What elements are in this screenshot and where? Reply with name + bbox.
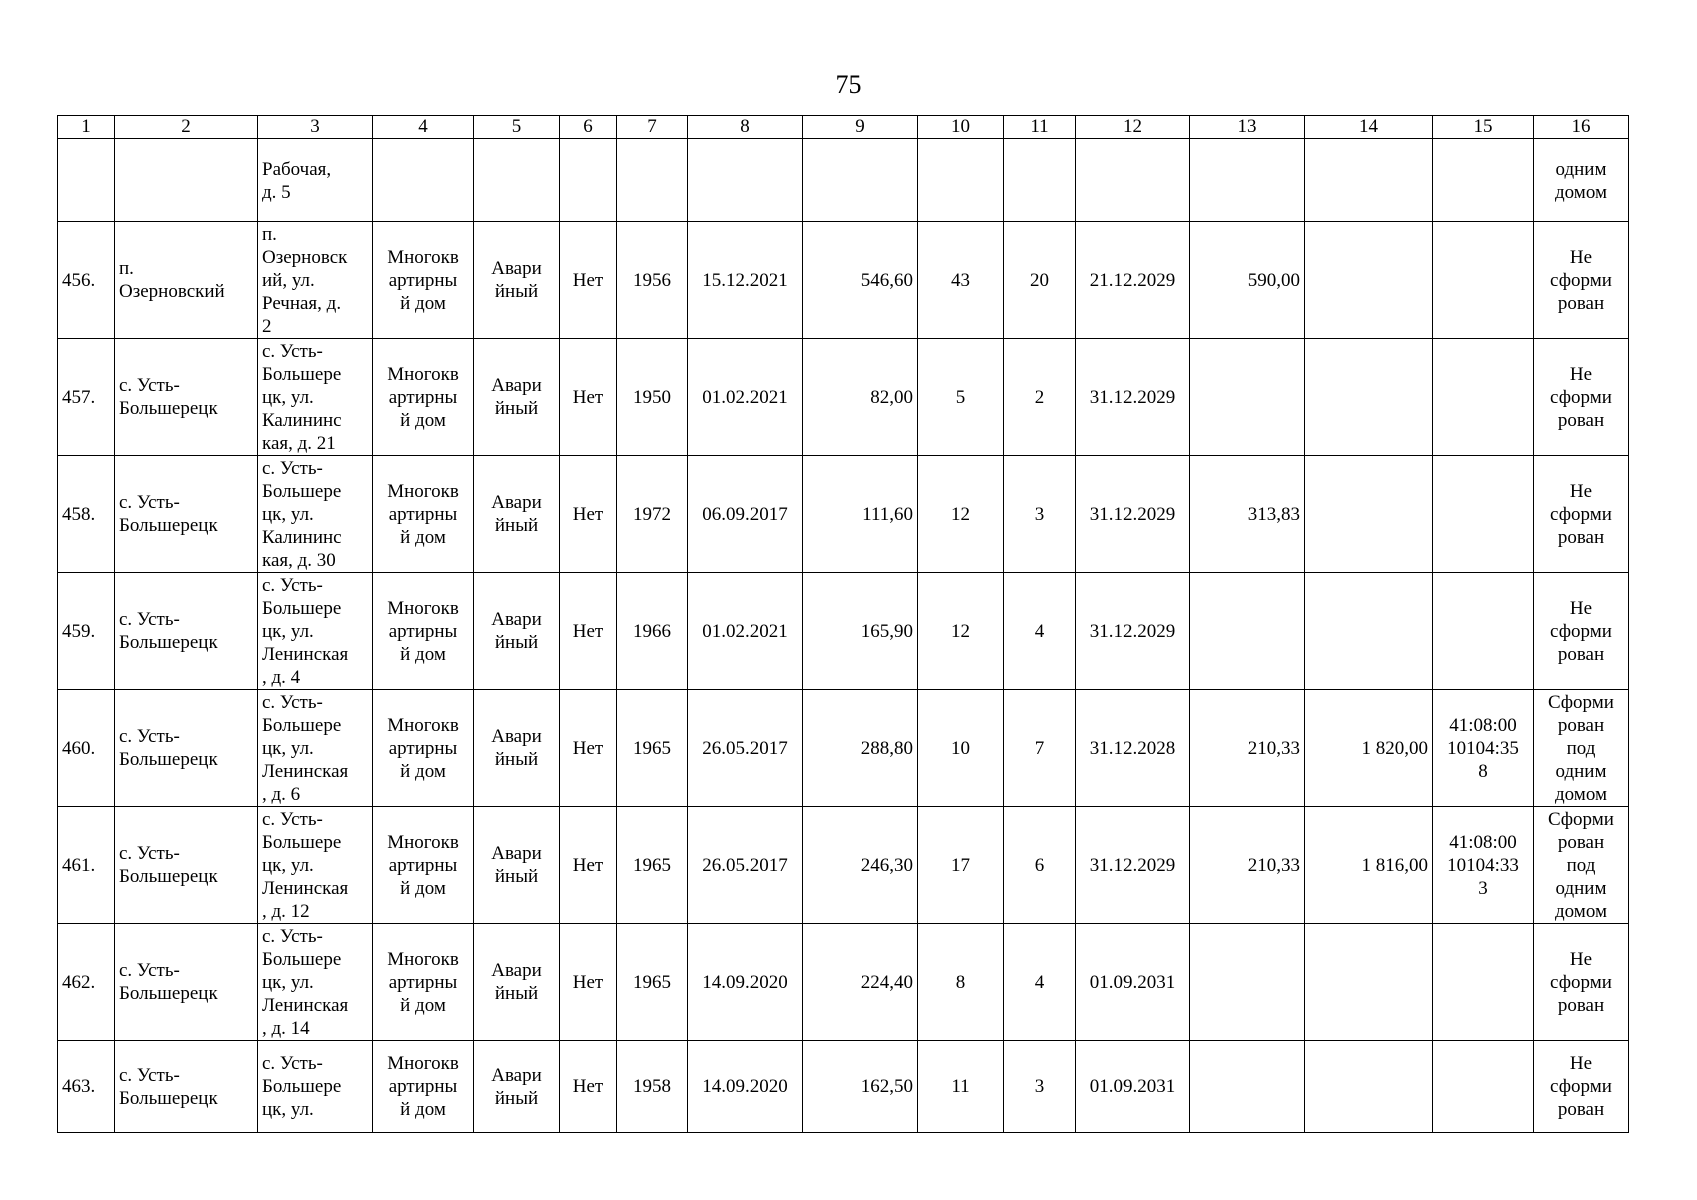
cell-land-area: 210,33 <box>1190 807 1305 924</box>
cell-land-area-2 <box>1305 924 1433 1041</box>
cell-residents: 43 <box>918 222 1004 339</box>
cell-date-recognized: 01.02.2021 <box>688 573 803 690</box>
column-number-header: 7 <box>617 116 688 139</box>
cell-date-planned: 31.12.2028 <box>1076 690 1190 807</box>
column-number-header: 13 <box>1190 116 1305 139</box>
cell-year: 1972 <box>617 456 688 573</box>
cell-date-recognized: 14.09.2020 <box>688 1041 803 1133</box>
column-number-header: 6 <box>560 116 617 139</box>
cell-address: с. Усть- Большере цк, ул. Калининс кая, д. 30 <box>258 456 373 573</box>
cell-status: Не сформи рован <box>1534 573 1629 690</box>
cell-date-recognized: 01.02.2021 <box>688 339 803 456</box>
cell-status: Не сформи рован <box>1534 924 1629 1041</box>
column-number-header: 2 <box>115 116 258 139</box>
cell-settlement: с. Усть- Большерецк <box>115 456 258 573</box>
cell-area: 246,30 <box>803 807 918 924</box>
page-number: 75 <box>835 70 862 99</box>
cell-num <box>58 139 115 222</box>
cell-address: с. Усть- Большере цк, ул. Ленинская , д. 14 <box>258 924 373 1041</box>
cell-flag: Нет <box>560 573 617 690</box>
table-row <box>58 339 1629 456</box>
cell-address: с. Усть- Большере цк, ул. Ленинская , д. 12 <box>258 807 373 924</box>
cell-area: 162,50 <box>803 1041 918 1133</box>
cell-date-planned <box>1076 139 1190 222</box>
cell-year: 1966 <box>617 573 688 690</box>
cell-num: 457. <box>58 339 115 456</box>
cell-type: Многокв артирны й дом <box>373 924 474 1041</box>
cell-year: 1956 <box>617 222 688 339</box>
cell-year: 1958 <box>617 1041 688 1133</box>
cell-premises: 3 <box>1004 1041 1076 1133</box>
cell-condition: Авари йный <box>474 222 560 339</box>
cell-cadastral <box>1433 139 1534 222</box>
table-row <box>58 222 1629 339</box>
cell-residents: 12 <box>918 456 1004 573</box>
cell-status: Не сформи рован <box>1534 339 1629 456</box>
cell-cadastral <box>1433 924 1534 1041</box>
cell-date-recognized: 26.05.2017 <box>688 807 803 924</box>
cell-land-area-2 <box>1305 339 1433 456</box>
cell-condition: Авари йный <box>474 1041 560 1133</box>
table-row <box>58 924 1629 1041</box>
cell-land-area <box>1190 139 1305 222</box>
cell-land-area: 590,00 <box>1190 222 1305 339</box>
cell-settlement: с. Усть- Большерецк <box>115 573 258 690</box>
cell-date-planned: 31.12.2029 <box>1076 456 1190 573</box>
cell-status: Не сформи рован <box>1534 456 1629 573</box>
continuation-row <box>58 139 1629 222</box>
column-number-header: 10 <box>918 116 1004 139</box>
cell-date-planned: 01.09.2031 <box>1076 1041 1190 1133</box>
cell-premises: 3 <box>1004 456 1076 573</box>
cell-flag: Нет <box>560 222 617 339</box>
table-body <box>58 116 1629 1133</box>
cell-type: Многокв артирны й дом <box>373 807 474 924</box>
column-number-header: 14 <box>1305 116 1433 139</box>
cell-year: 1950 <box>617 339 688 456</box>
cell-address: Рабочая, д. 5 <box>258 139 373 222</box>
cell-premises: 4 <box>1004 573 1076 690</box>
cell-premises: 20 <box>1004 222 1076 339</box>
cell-residents: 8 <box>918 924 1004 1041</box>
cell-flag: Нет <box>560 339 617 456</box>
cell-condition: Авари йный <box>474 924 560 1041</box>
column-number-header: 16 <box>1534 116 1629 139</box>
column-number-header: 8 <box>688 116 803 139</box>
cell-num: 460. <box>58 690 115 807</box>
cell-date-recognized: 26.05.2017 <box>688 690 803 807</box>
cell-year: 1965 <box>617 807 688 924</box>
cell-area: 82,00 <box>803 339 918 456</box>
cell-cadastral: 41:08:00 10104:35 8 <box>1433 690 1534 807</box>
cell-premises: 7 <box>1004 690 1076 807</box>
cell-flag: Нет <box>560 924 617 1041</box>
cell-residents: 12 <box>918 573 1004 690</box>
cell-year <box>617 139 688 222</box>
cell-date-planned: 31.12.2029 <box>1076 339 1190 456</box>
cell-num: 458. <box>58 456 115 573</box>
cell-type: Многокв артирны й дом <box>373 690 474 807</box>
cell-premises: 4 <box>1004 924 1076 1041</box>
cell-condition: Авари йный <box>474 456 560 573</box>
cell-premises: 2 <box>1004 339 1076 456</box>
cell-land-area-2 <box>1305 573 1433 690</box>
column-number-header: 3 <box>258 116 373 139</box>
cell-settlement: с. Усть- Большерецк <box>115 690 258 807</box>
cell-land-area <box>1190 339 1305 456</box>
cell-flag <box>560 139 617 222</box>
column-number-header: 9 <box>803 116 918 139</box>
cell-area: 111,60 <box>803 456 918 573</box>
cell-date-recognized: 06.09.2017 <box>688 456 803 573</box>
cell-address: с. Усть- Большере цк, ул. Ленинская , д. 6 <box>258 690 373 807</box>
cell-status: Не сформи рован <box>1534 1041 1629 1133</box>
cell-num: 459. <box>58 573 115 690</box>
cell-cadastral <box>1433 573 1534 690</box>
table-row <box>58 1041 1629 1133</box>
cell-area: 546,60 <box>803 222 918 339</box>
cell-status: Сформи рован под одним домом <box>1534 690 1629 807</box>
cell-num: 462. <box>58 924 115 1041</box>
column-number-header: 15 <box>1433 116 1534 139</box>
cell-settlement: с. Усть- Большерецк <box>115 339 258 456</box>
cell-premises <box>1004 139 1076 222</box>
cell-flag: Нет <box>560 690 617 807</box>
cell-type: Многокв артирны й дом <box>373 1041 474 1133</box>
cell-land-area-2: 1 816,00 <box>1305 807 1433 924</box>
cell-condition <box>474 139 560 222</box>
cell-residents: 11 <box>918 1041 1004 1133</box>
cell-date-planned: 31.12.2029 <box>1076 573 1190 690</box>
cell-cadastral <box>1433 339 1534 456</box>
cell-address: п. Озерновск ий, ул. Речная, д. 2 <box>258 222 373 339</box>
cell-date-recognized: 15.12.2021 <box>688 222 803 339</box>
table-row <box>58 456 1629 573</box>
column-number-header: 11 <box>1004 116 1076 139</box>
column-number-row <box>58 116 1629 139</box>
cell-area: 288,80 <box>803 690 918 807</box>
cell-cadastral: 41:08:00 10104:33 3 <box>1433 807 1534 924</box>
column-number-header: 12 <box>1076 116 1190 139</box>
cell-status: Не сформи рован <box>1534 222 1629 339</box>
cell-address: с. Усть- Большере цк, ул. Калининс кая, д. 21 <box>258 339 373 456</box>
column-number-header: 1 <box>58 116 115 139</box>
cell-address: с. Усть- Большере цк, ул. <box>258 1041 373 1133</box>
cell-date-recognized <box>688 139 803 222</box>
cell-land-area: 210,33 <box>1190 690 1305 807</box>
cell-condition: Авари йный <box>474 573 560 690</box>
cell-year: 1965 <box>617 924 688 1041</box>
cell-residents <box>918 139 1004 222</box>
housing-registry-table <box>57 115 1629 1133</box>
cell-type: Многокв артирны й дом <box>373 573 474 690</box>
cell-land-area <box>1190 924 1305 1041</box>
cell-condition: Авари йный <box>474 339 560 456</box>
cell-area: 165,90 <box>803 573 918 690</box>
cell-land-area-2 <box>1305 456 1433 573</box>
cell-date-planned: 01.09.2031 <box>1076 924 1190 1041</box>
table-row <box>58 690 1629 807</box>
column-number-header: 4 <box>373 116 474 139</box>
cell-type: Многокв артирны й дом <box>373 456 474 573</box>
cell-settlement: с. Усть- Большерецк <box>115 807 258 924</box>
cell-flag: Нет <box>560 1041 617 1133</box>
cell-premises: 6 <box>1004 807 1076 924</box>
cell-settlement: с. Усть- Большерецк <box>115 924 258 1041</box>
cell-settlement: с. Усть- Большерецк <box>115 1041 258 1133</box>
cell-land-area-2: 1 820,00 <box>1305 690 1433 807</box>
cell-type <box>373 139 474 222</box>
cell-address: с. Усть- Большере цк, ул. Ленинская , д. 4 <box>258 573 373 690</box>
cell-land-area-2 <box>1305 139 1433 222</box>
cell-status: Сформи рован под одним домом <box>1534 807 1629 924</box>
cell-land-area-2 <box>1305 1041 1433 1133</box>
cell-flag: Нет <box>560 807 617 924</box>
cell-cadastral <box>1433 456 1534 573</box>
cell-land-area <box>1190 1041 1305 1133</box>
cell-residents: 5 <box>918 339 1004 456</box>
cell-condition: Авари йный <box>474 807 560 924</box>
cell-condition: Авари йный <box>474 690 560 807</box>
cell-land-area <box>1190 573 1305 690</box>
cell-settlement <box>115 139 258 222</box>
cell-num: 463. <box>58 1041 115 1133</box>
table-row <box>58 807 1629 924</box>
cell-cadastral <box>1433 1041 1534 1133</box>
cell-num: 461. <box>58 807 115 924</box>
cell-settlement: п. Озерновский <box>115 222 258 339</box>
cell-type: Многокв артирны й дом <box>373 222 474 339</box>
cell-area: 224,40 <box>803 924 918 1041</box>
cell-num: 456. <box>58 222 115 339</box>
cell-year: 1965 <box>617 690 688 807</box>
cell-date-planned: 31.12.2029 <box>1076 807 1190 924</box>
table-row <box>58 573 1629 690</box>
cell-date-recognized: 14.09.2020 <box>688 924 803 1041</box>
cell-status: одним домом <box>1534 139 1629 222</box>
cell-land-area: 313,83 <box>1190 456 1305 573</box>
cell-cadastral <box>1433 222 1534 339</box>
cell-land-area-2 <box>1305 222 1433 339</box>
column-number-header: 5 <box>474 116 560 139</box>
cell-type: Многокв артирны й дом <box>373 339 474 456</box>
cell-area <box>803 139 918 222</box>
cell-flag: Нет <box>560 456 617 573</box>
cell-residents: 17 <box>918 807 1004 924</box>
cell-residents: 10 <box>918 690 1004 807</box>
cell-date-planned: 21.12.2029 <box>1076 222 1190 339</box>
